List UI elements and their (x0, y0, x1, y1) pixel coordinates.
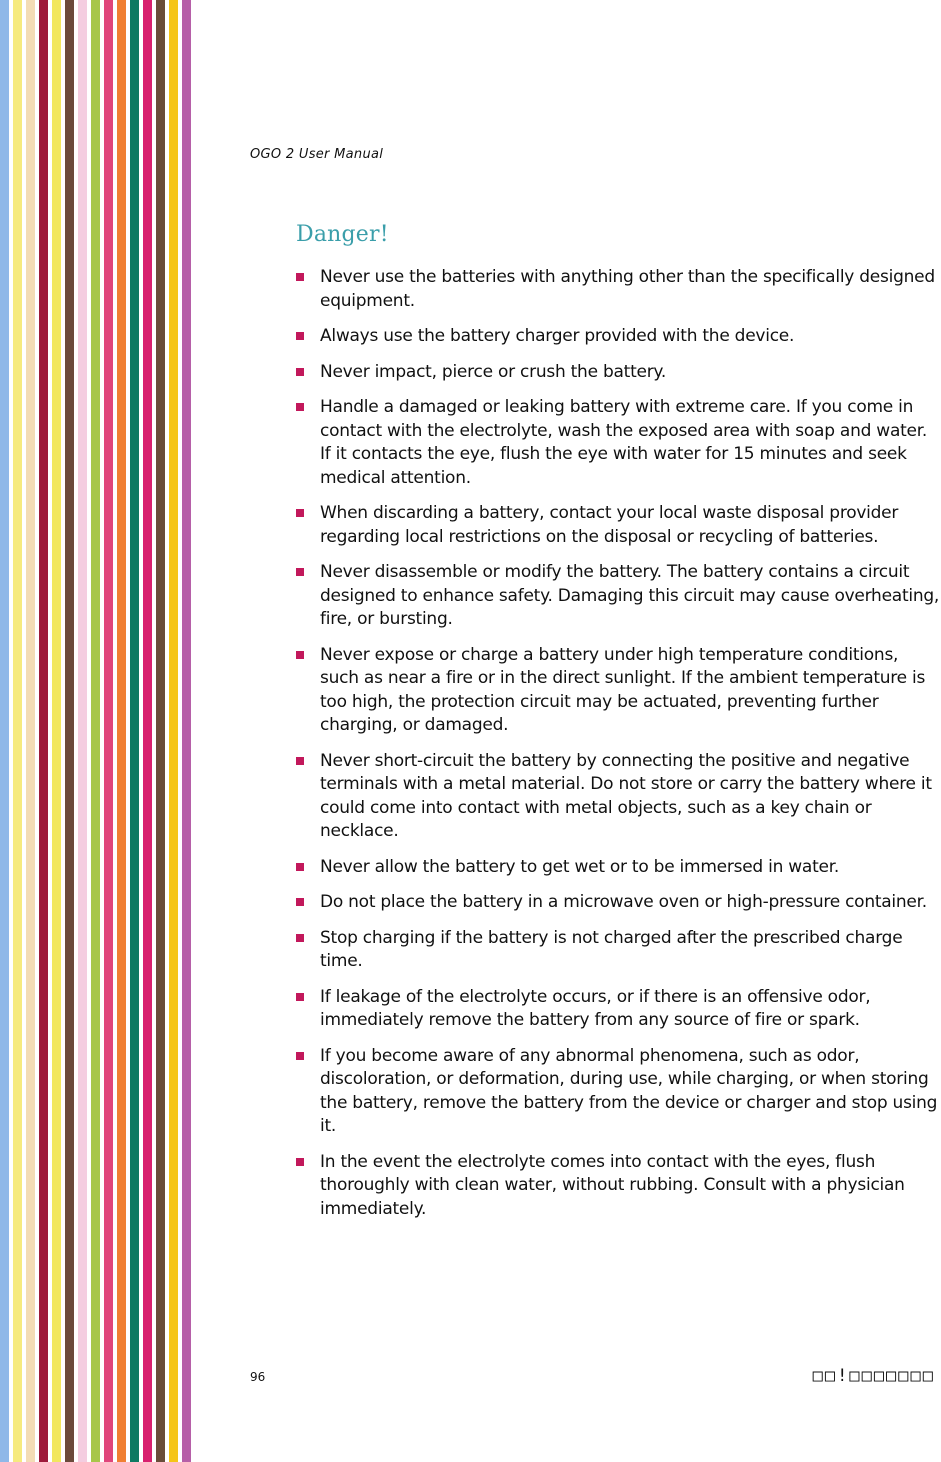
list-item-text: When discarding a battery, contact your local waste disposal provider regarding local restrictions on the disposal or recycling of batteries. (320, 503, 899, 547)
square-bullet-icon (296, 898, 304, 906)
list-item (296, 266, 941, 313)
list-item (296, 986, 941, 1033)
stripe (39, 0, 48, 1462)
stripe (0, 0, 9, 1462)
square-bullet-icon (296, 332, 304, 340)
stripe (169, 0, 178, 1462)
list-item (296, 361, 941, 385)
list-item (296, 644, 941, 738)
stripe (26, 0, 35, 1462)
section-title: Danger! (296, 222, 389, 247)
square-bullet-icon (296, 1158, 304, 1166)
square-bullet-icon (296, 757, 304, 765)
stripe (117, 0, 126, 1462)
list-item (296, 927, 941, 974)
list-item (296, 856, 941, 880)
footer-garbled-text: □□!□□□□□□□ (812, 1366, 935, 1386)
list-item (296, 502, 941, 549)
square-bullet-icon (296, 934, 304, 942)
list-item (296, 1045, 941, 1139)
list-item (296, 325, 941, 349)
list-item-text: Never disassemble or modify the battery. The battery contains a circuit designed to enhance safety. Damaging this circuit may cause overheating, fire, or bursting. (320, 562, 940, 629)
list-item (296, 396, 941, 490)
list-item (296, 561, 941, 632)
stripe (13, 0, 22, 1462)
square-bullet-icon (296, 368, 304, 376)
list-item-text: Do not place the battery in a microwave oven or high-pressure container. (320, 892, 927, 912)
list-item-text: If you become aware of any abnormal phenomena, such as odor, discoloration, or deformation, during use, while charging, or when storing the battery, remove the battery from the device or charger and stop using it. (320, 1045, 938, 1136)
stripe (156, 0, 165, 1462)
page-number: 96 (250, 1370, 266, 1384)
square-bullet-icon (296, 1052, 304, 1060)
square-bullet-icon (296, 273, 304, 281)
stripe (130, 0, 139, 1462)
list-item (296, 1151, 941, 1222)
list-item-text: Handle a damaged or leaking battery with extreme care. If you come in contact with the electrolyte, wash the exposed area with soap and water. If it contacts the eye, flush the eye with water for 15 minutes and seek medical attention. (320, 397, 928, 488)
square-bullet-icon (296, 993, 304, 1001)
square-bullet-icon (296, 651, 304, 659)
list-item-text: Never impact, pierce or crush the battery. (320, 361, 666, 382)
list-item-text: Never use the batteries with anything other than the specifically designed equipment. (320, 267, 935, 311)
stripe (52, 0, 61, 1462)
stripe (65, 0, 74, 1462)
danger-list (296, 266, 941, 1233)
square-bullet-icon (296, 509, 304, 517)
list-item-text: Never short-circuit the battery by connecting the positive and negative terminals with a metal material. Do not store or carry the battery where it could come into contact with metal objects, such as a key chain or necklace. (320, 750, 932, 841)
list-item-text: Stop charging if the battery is not charged after the prescribed charge time. (320, 927, 903, 971)
stripe (104, 0, 113, 1462)
list-item-text: Always use the battery charger provided with the device. (320, 326, 795, 346)
stripe (78, 0, 87, 1462)
square-bullet-icon (296, 403, 304, 411)
stripe (143, 0, 152, 1462)
list-item-text: If leakage of the electrolyte occurs, or if there is an offensive odor, immediately remove the battery from any source of fire or spark. (320, 986, 871, 1030)
list-item-text: In the event the electrolyte comes into contact with the eyes, flush thoroughly with clean water, without rubbing. Consult with a physician immediately. (320, 1151, 905, 1219)
decorative-stripes (0, 0, 198, 1462)
list-item-text: Never allow the battery to get wet or to be immersed in water. (320, 856, 840, 877)
list-item (296, 891, 941, 915)
list-item (296, 750, 941, 844)
stripe (91, 0, 100, 1462)
square-bullet-icon (296, 863, 304, 871)
stripe (182, 0, 191, 1462)
list-item-text: Never expose or charge a battery under high temperature conditions, such as near a fire or in the direct sunlight. If the ambient temperature is too high, the protection circuit may be actuated, preventing further charging, or damaged. (320, 644, 926, 735)
running-header: OGO 2 User Manual (250, 147, 384, 162)
square-bullet-icon (296, 568, 304, 576)
